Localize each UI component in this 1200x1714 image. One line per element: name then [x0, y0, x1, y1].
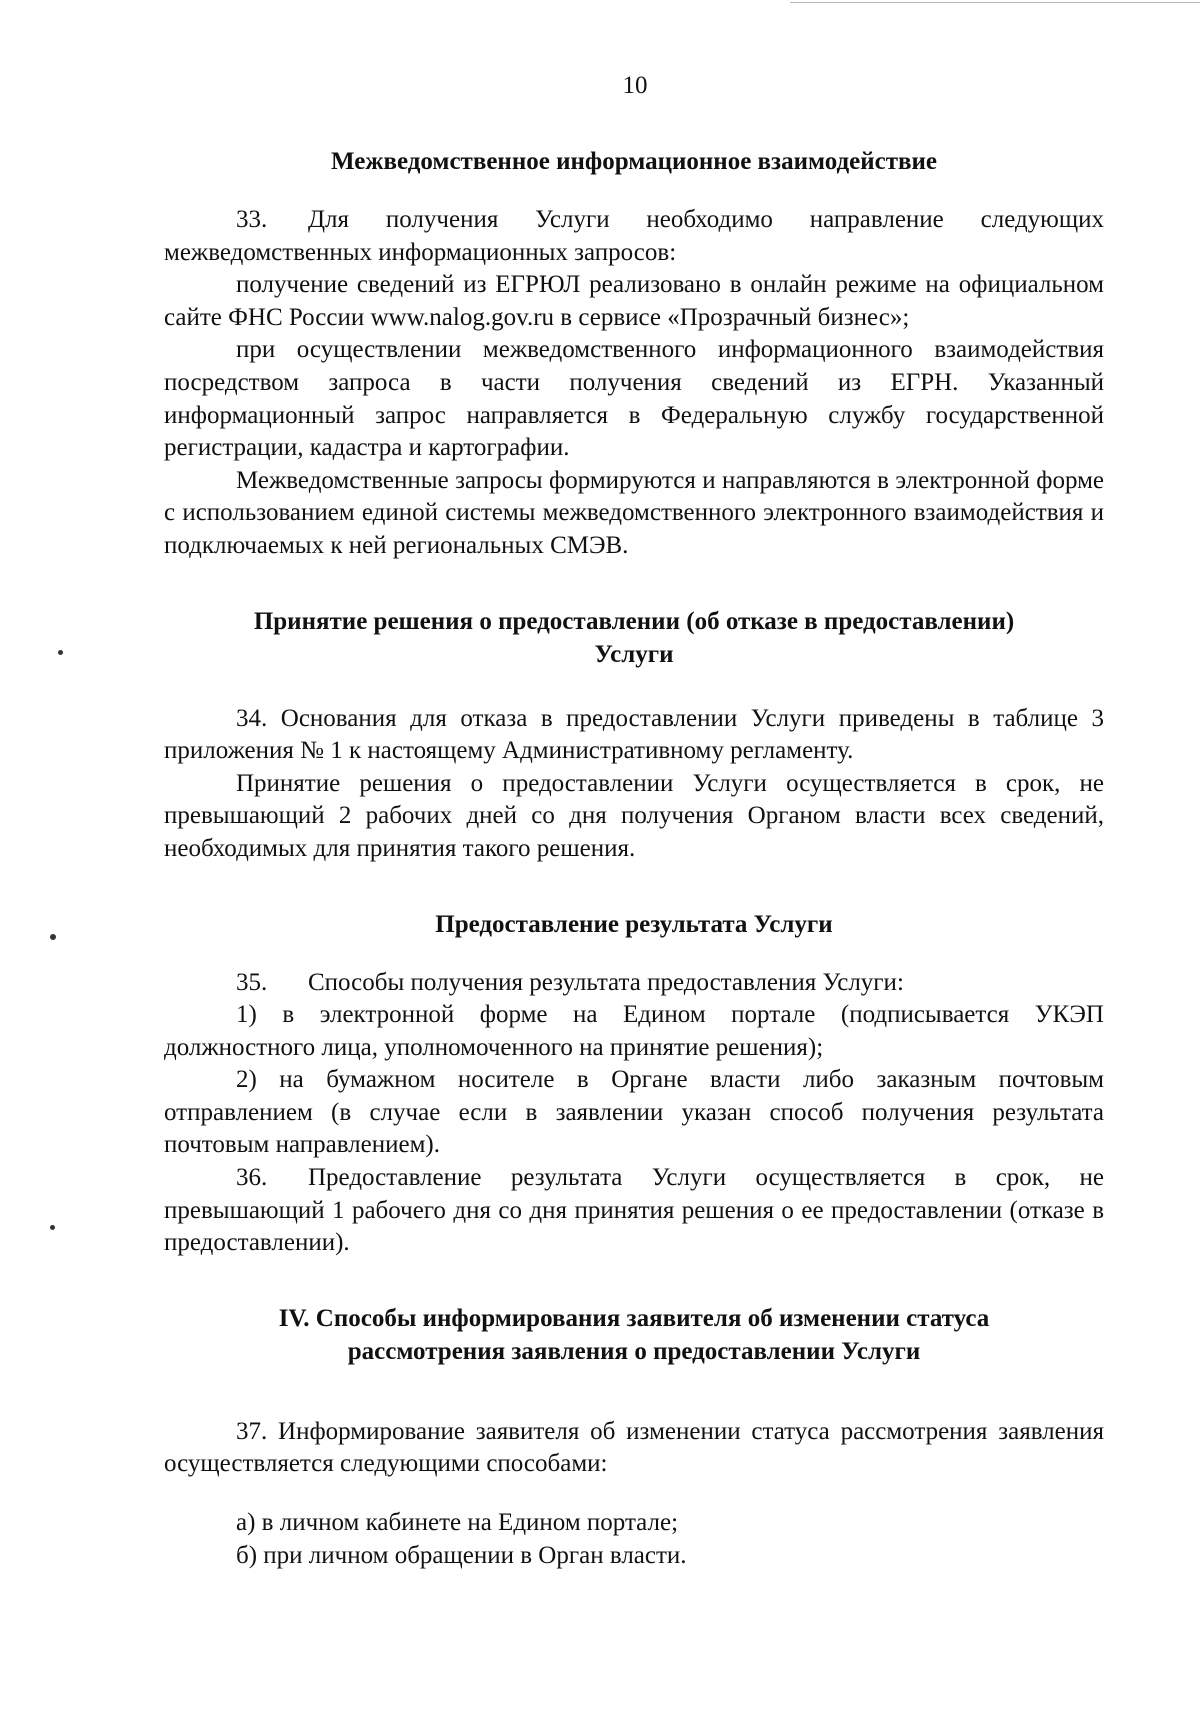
section-heading-interagency: Межведомственное информационное взаимодействие [331, 148, 937, 175]
paragraph-33-item-1: получение сведений из ЕГРЮЛ реализовано в онлайн режиме на официальном сайте ФНС России www.nalog.gov.ru в сервисе «Прозрачный бизнес»; [164, 271, 1104, 331]
paragraph-35-text: Способы получения результата предоставления Услуги: [308, 968, 904, 996]
section-heading-informing-line-1: IV. Способы информирования заявителя об изменении статуса [278, 1304, 990, 1332]
scan-speck [58, 650, 63, 655]
paragraph-33 [164, 204, 1104, 269]
paragraph-35-item-1: 1) в электронной форме на Едином портале (подписывается УКЭП должностного лица, уполномоченного на принятие решения); [164, 1001, 1104, 1061]
paragraph-33-number: 33. [236, 206, 268, 233]
document-body [164, 145, 1104, 1572]
paragraph-35 [164, 967, 1104, 1000]
paragraph-36 [164, 1162, 1104, 1260]
paragraph-36-number: 36. [236, 1164, 268, 1192]
top-rule [790, 2, 1200, 3]
paragraph-34-continued: Принятие решения о предоставлении Услуги осуществляется в срок, не превышающий 2 рабочих дней со дня получения Органом власти всех сведений, необходимых для принятия такого решения. [164, 769, 1104, 862]
page-number: 10 [622, 72, 648, 99]
paragraph-33-text: Для получения Услуги необходимо направление следующих межведомственных информационных запросов: [164, 206, 1104, 266]
paragraph-34: 34. Основания для отказа в предоставлении Услуги приведены в таблице 3 приложения № 1 к настоящему Административному регламенту. [164, 704, 1104, 765]
paragraph-35-item-2: 2) на бумажном носителе в Органе власти либо заказным почтовым отправлением (в случае если в заявлении указан способ получения результата почтовым направлением). [164, 1066, 1104, 1159]
paragraph-37-item-b: б) при личном обращении в Орган власти. [236, 1541, 687, 1569]
paragraph-36-text: Предоставление результата Услуги осуществляется в срок, не превышающий 1 рабочего дня со дня принятия решения о ее предоставлении (отказе в предоставлении). [164, 1164, 1104, 1257]
scan-speck [50, 934, 56, 940]
section-heading-decision-line-2: Услуги [594, 640, 674, 668]
section-heading-result: Предоставление результата Услуги [435, 910, 833, 938]
paragraph-37-item-a: а) в личном кабинете на Едином портале; [236, 1509, 679, 1537]
paragraph-33-item-2: при осуществлении межведомственного информационного взаимодействия посредством запроса в части получения сведений из ЕГРН. Указанный информационный запрос направляется в Федеральную службу государственной регистрации, кадастра и картографии. [164, 336, 1104, 462]
section-heading-informing-line-2: рассмотрения заявления о предоставлении Услуги [347, 1337, 921, 1365]
scan-speck [50, 1225, 55, 1230]
paragraph-37: 37. Информирование заявителя об изменении статуса рассмотрения заявления осуществляется следующими способами: [164, 1417, 1104, 1478]
paragraph-35-number: 35. [236, 968, 268, 996]
section-heading-decision-line-1: Принятие решения о предоставлении (об отказе в предоставлении) [253, 607, 1015, 635]
paragraph-33-item-3: Межведомственные запросы формируются и направляются в электронной форме с использованием единой системы межведомственного электронного взаимодействия и подключаемых к ней региональных СМЭВ. [164, 466, 1104, 559]
